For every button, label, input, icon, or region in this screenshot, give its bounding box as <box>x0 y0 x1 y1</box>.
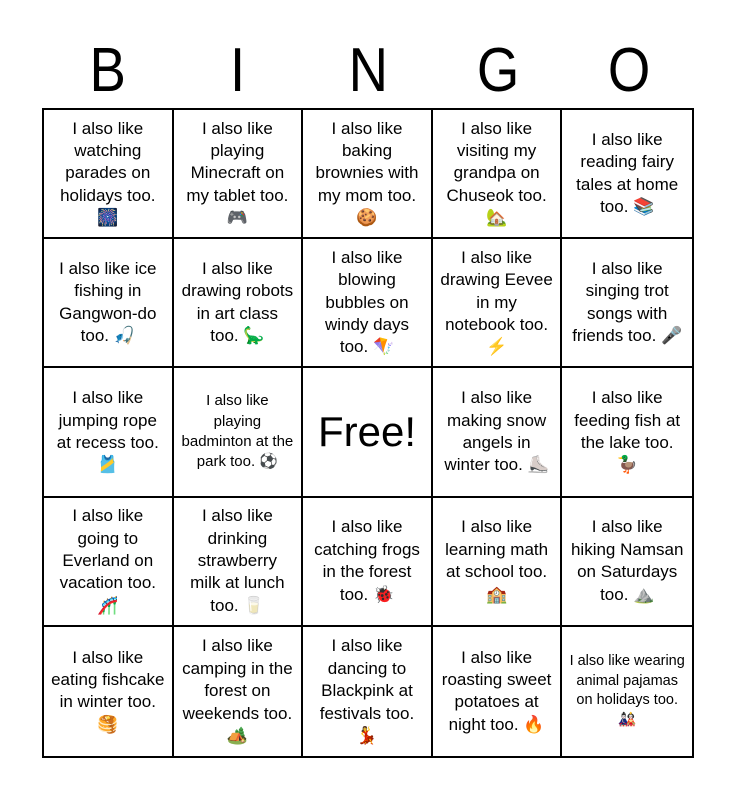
bingo-cell[interactable]: I also like learning math at school too. 🏫 <box>433 498 563 627</box>
bingo-cell[interactable]: I also like camping in the forest on weekends too. 🏕️ <box>174 627 304 756</box>
bingo-cell[interactable]: I also like playing badminton at the park too. ⚽ <box>174 368 304 497</box>
bingo-cell[interactable]: I also like baking brownies with my mom too. 🍪 <box>303 110 433 239</box>
bingo-cell[interactable]: I also like jumping rope at recess too. 🎽 <box>44 368 174 497</box>
bingo-cell[interactable]: I also like ice fishing in Gangwon-do too. 🎣 <box>44 239 174 368</box>
bingo-cell[interactable]: I also like dancing to Blackpink at festivals too. 💃 <box>303 627 433 756</box>
bingo-cell[interactable]: I also like going to Everland on vacation too. 🎢 <box>44 498 174 627</box>
bingo-cell[interactable]: I also like reading fairy tales at home too. 📚 <box>562 110 692 239</box>
bingo-cell[interactable]: I also like blowing bubbles on windy days too. 🪁 <box>303 239 433 368</box>
bingo-cell[interactable]: I also like hiking Namsan on Saturdays too. ⛰️ <box>562 498 692 627</box>
bingo-cell[interactable]: I also like watching parades on holidays too. 🎆 <box>44 110 174 239</box>
bingo-cell[interactable]: I also like singing trot songs with friends too. 🎤 <box>562 239 692 368</box>
bingo-cell[interactable]: I also like playing Minecraft on my tablet too. 🎮 <box>174 110 304 239</box>
bingo-cell[interactable]: I also like drinking strawberry milk at lunch too. 🥛 <box>174 498 304 627</box>
bingo-title <box>42 36 694 105</box>
bingo-board <box>42 108 694 758</box>
bingo-cell[interactable]: I also like eating fishcake in winter too. 🥞 <box>44 627 174 756</box>
bingo-cell[interactable]: I also like making snow angels in winter too. ⛸️ <box>433 368 563 497</box>
title-letter-g: G <box>477 36 520 105</box>
bingo-cell[interactable]: I also like drawing Eevee in my notebook too. ⚡ <box>433 239 563 368</box>
title-letter-i: I <box>230 36 246 105</box>
bingo-cell[interactable]: I also like visiting my grandpa on Chuseok too. 🏡 <box>433 110 563 239</box>
bingo-cell[interactable]: I also like roasting sweet potatoes at night too. 🔥 <box>433 627 563 756</box>
bingo-cell[interactable]: I also like catching frogs in the forest too. 🐞 <box>303 498 433 627</box>
bingo-cell[interactable]: I also like wearing animal pajamas on holidays too. 🎎 <box>562 627 692 756</box>
bingo-cell[interactable]: I also like drawing robots in art class too. 🦕 <box>174 239 304 368</box>
title-letter-b: B <box>88 36 126 105</box>
free-cell[interactable]: Free! <box>303 368 433 497</box>
bingo-cell[interactable]: I also like feeding fish at the lake too. 🦆 <box>562 368 692 497</box>
title-letter-n: N <box>348 36 388 105</box>
title-letter-o: O <box>607 36 651 105</box>
